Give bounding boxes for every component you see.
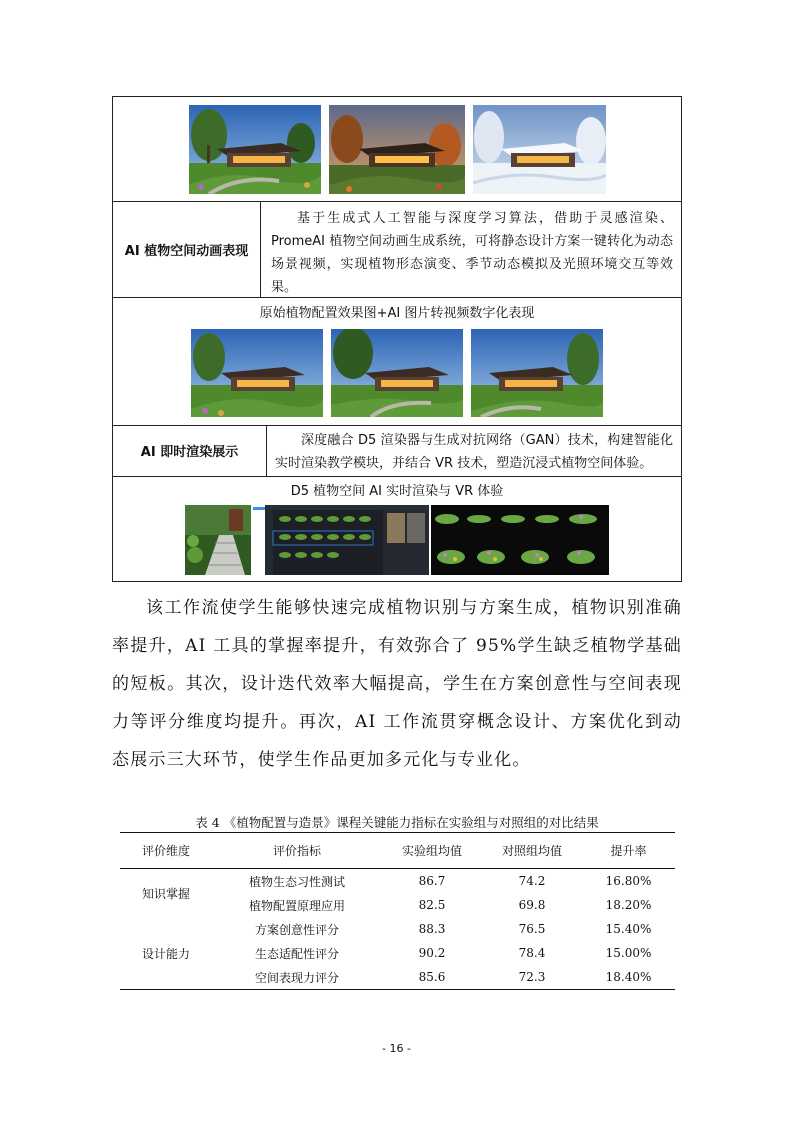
- control-cell: 74.2: [518, 874, 546, 888]
- experimental-cell: 90.2: [418, 946, 446, 960]
- method-table: [112, 96, 682, 582]
- experimental-cell: 85.6: [418, 970, 446, 984]
- experimental-cell: 86.7: [418, 874, 446, 888]
- body-paragraph: 该工作流使学生能够快速完成植物识别与方案生成，植物识别准确率提升，AI 工具的掌握率提升，有效弥合了 95%学生缺乏植物学基础的短板。其次，设计迭代效率大幅提高，学生在方案创意性与空间表现力等评分维度均提升。再次，AI 工作流贯穿概念设计、方案优化到动态展示三大环节，使学生作品更加多元化与专业化。: [112, 598, 682, 770]
- row-description-animation: 基于生成式人工智能与深度学习算法，借助于灵感渲染、PromeAI 植物空间动画生成系统，可将静态设计方案一键转化为动态场景视频，实现植物形态演变、季节动态模拟及光照环境交互等效果。: [271, 211, 673, 295]
- garden-path-image: [185, 505, 251, 575]
- control-cell: 78.4: [518, 946, 546, 960]
- rate-cell: 15.00%: [605, 946, 652, 960]
- rendering-winter-image: [473, 105, 606, 194]
- indicator-cell: 植物生态习性测试: [248, 874, 345, 889]
- control-cell: 76.5: [518, 922, 546, 936]
- table-header-row: [120, 833, 675, 869]
- rate-cell: 18.20%: [605, 898, 652, 912]
- video-caption: 原始植物配置效果图+AI 图片转视频数字化表现: [259, 306, 535, 321]
- indicator-cell: 方案创意性评分: [254, 922, 339, 937]
- rate-cell: 18.40%: [605, 970, 652, 984]
- d5-editor-image: [265, 505, 429, 575]
- d5-caption: D5 植物空间 AI 实时渲染与 VR 体验: [290, 484, 504, 499]
- row-label-animation: AI 植物空间动画表现: [124, 243, 249, 259]
- header-experimental: 实验组均值: [401, 844, 462, 858]
- rendering-dusk-image: [329, 105, 465, 194]
- results-table: [120, 832, 675, 990]
- row-label-realtime: AI 即时渲染展示: [140, 445, 239, 460]
- rendering-day-image: [189, 105, 321, 194]
- video-frame-1-image: [191, 329, 323, 417]
- dimension-cell: 知识掌握: [141, 886, 190, 901]
- experimental-cell: 82.5: [418, 898, 446, 912]
- header-dimension: 评价维度: [141, 844, 190, 858]
- experimental-cell: 88.3: [418, 922, 446, 936]
- header-control: 对照组均值: [501, 844, 562, 858]
- table-row: [120, 869, 675, 894]
- rate-cell: 16.80%: [605, 874, 652, 888]
- video-frame-3-image: [471, 329, 603, 417]
- header-indicator: 评价指标: [272, 844, 321, 858]
- header-rate: 提升率: [610, 844, 647, 858]
- table-caption: 表 4 《植物配置与造景》课程关键能力指标在实验组与对照组的对比结果: [195, 815, 599, 830]
- control-cell: 69.8: [518, 898, 546, 912]
- page-number: - 16 -: [382, 1042, 411, 1055]
- table-row: [120, 917, 675, 941]
- video-frame-2-image: [331, 329, 463, 417]
- indicator-cell: 生态适配性评分: [254, 946, 339, 961]
- indicator-cell: 空间表现力评分: [254, 970, 339, 985]
- indicator-cell: 植物配置原理应用: [248, 898, 345, 913]
- control-cell: 72.3: [518, 970, 546, 984]
- row-description-realtime: 深度融合 D5 渲染器与生成对抗网络（GAN）技术，构建智能化实时渲染教学模块，并结合 VR 技术，塑造沉浸式植物空间体验。: [275, 433, 673, 471]
- dimension-cell: 设计能力: [141, 946, 190, 961]
- rate-cell: 15.40%: [605, 922, 652, 936]
- d5-plant-assets-image: [431, 505, 609, 575]
